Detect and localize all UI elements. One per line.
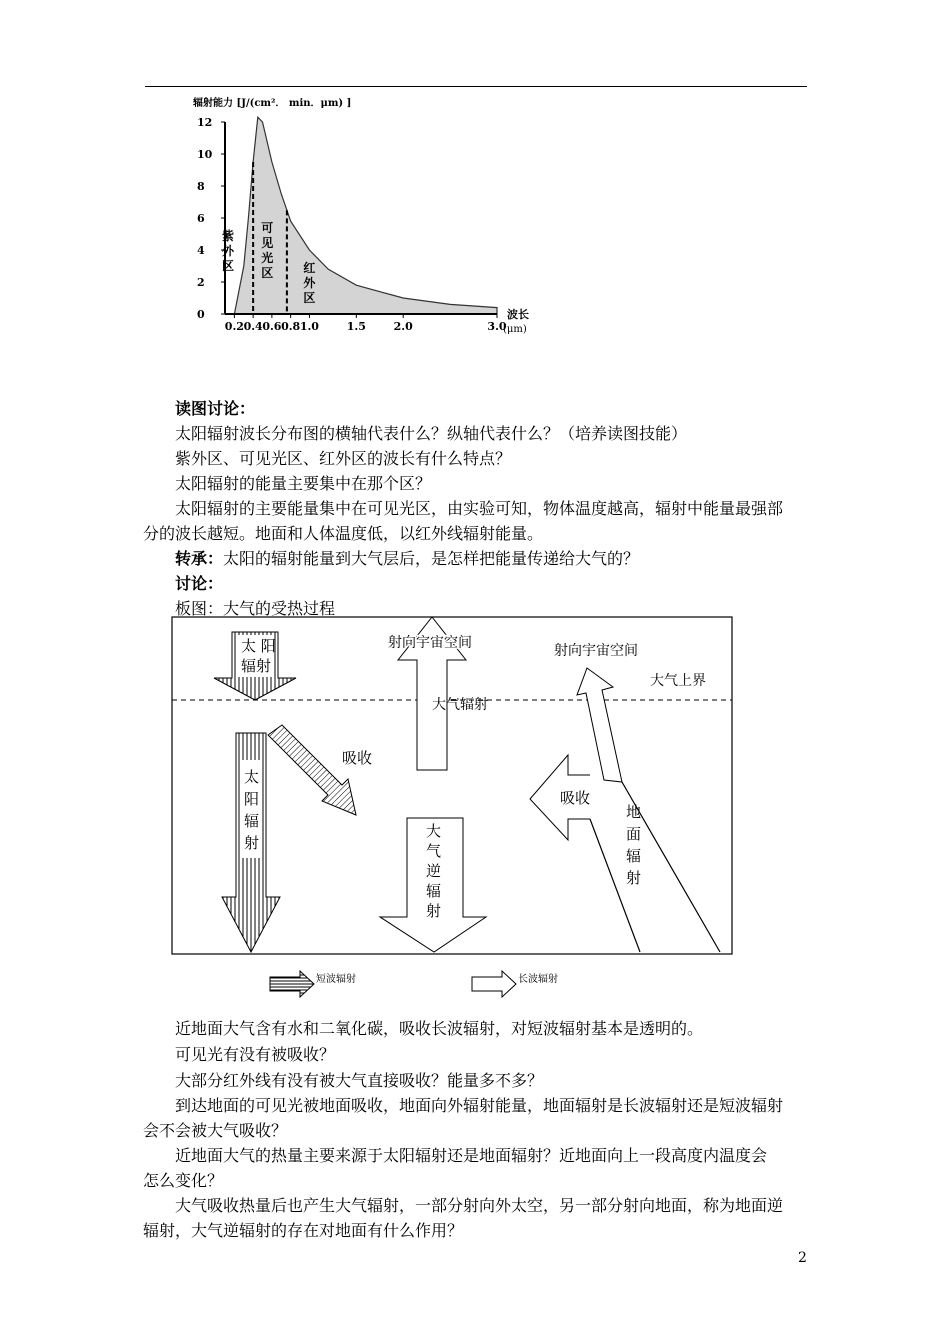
chart-ylabel: 辐射能力 [J/(cm²． min．μm) ] — [193, 98, 352, 109]
region-label: 区 — [303, 291, 316, 305]
vertical-label-char: 辐 — [626, 847, 642, 865]
x-tick-label: 1.0 — [299, 320, 319, 333]
vertical-label-char: 阳 — [244, 790, 260, 808]
short-wave-legend-icon — [270, 971, 314, 997]
to-space-label-2: 射向宇宙空间 — [554, 643, 638, 659]
x-tick-label: 3.0 — [487, 320, 507, 333]
vertical-label-char: 大 — [426, 822, 442, 840]
atm-radiation-label: 大气辐射 — [432, 697, 488, 713]
legend-short-wave — [268, 968, 378, 998]
y-tick-label: 4 — [197, 244, 205, 257]
x-tick-label: 2.0 — [393, 320, 413, 333]
x-tick-label: 1.5 — [346, 320, 366, 333]
transition-text: 太阳的辐射能量到大气层后，是怎样把能量传递给大气的？ — [223, 549, 640, 568]
region-label: 区 — [261, 266, 274, 280]
question-1: 太阳辐射波长分布图的横轴代表什么？纵轴代表什么？（培养读图技能） — [175, 424, 688, 443]
y-tick-label: 10 — [197, 148, 213, 161]
y-tick-label: 2 — [197, 276, 205, 289]
vertical-label-char: 辐 — [426, 882, 442, 900]
vertical-label-char: 射 — [626, 869, 642, 887]
heating-process-diagram — [170, 615, 740, 960]
y-tick-label: 12 — [197, 116, 213, 129]
question-5: 大部分红外线有没有被大气直接吸收？能量多不多？ — [175, 1071, 544, 1090]
absorb-label-2: 吸收 — [560, 789, 591, 807]
page-number: 2 — [798, 1250, 807, 1266]
para5-line1: 大气吸收热量后也产生大气辐射，一部分射向外太空，另一部分射向地面，称为地面逆 — [175, 1196, 784, 1215]
absorb-label-1: 吸收 — [342, 749, 373, 767]
region-label: 可 — [261, 221, 274, 235]
para4-line2: 怎么变化？ — [143, 1171, 224, 1190]
region-label: 红 — [303, 261, 316, 275]
legend-long-label: 长波辐射 — [518, 974, 558, 985]
vertical-label-char: 射 — [426, 902, 442, 920]
para5-line2: 辐射，大气逆辐射的存在对地面有什么作用？ — [143, 1221, 464, 1240]
question-3: 太阳辐射的能量主要集中在那个区？ — [175, 474, 432, 493]
question-2: 紫外区、可见光区、红外区的波长有什么特点？ — [175, 449, 512, 468]
para1-line2: 分的波长越短。地面和人体温度低，以红外线辐射能量。 — [143, 524, 544, 543]
x-tick-label: 0.2 — [224, 320, 244, 333]
vertical-label-char: 气 — [426, 842, 442, 860]
para1-line1: 太阳辐射的主要能量集中在可见光区，由实验可知，物体温度越高，辐射中能量最强部 — [175, 499, 784, 518]
to-space-label-1: 射向宇宙空间 — [388, 635, 472, 651]
header-rule — [145, 86, 807, 87]
transition-label: 转承： — [175, 549, 224, 568]
para3-line2: 会不会被大气吸收？ — [143, 1121, 288, 1140]
transition-line — [175, 546, 840, 571]
board-title: 板图：大气的受热过程 — [175, 599, 336, 618]
vertical-label-char: 面 — [626, 825, 642, 843]
x-tick-label: 0.8 — [281, 320, 301, 333]
spectrum-area — [234, 117, 497, 314]
region-label: 紫 — [221, 229, 235, 243]
region-label: 外 — [303, 276, 316, 290]
vertical-label-char: 射 — [244, 834, 260, 852]
chart-xunit: (μm) — [503, 324, 527, 335]
vertical-label-char: 太 — [244, 768, 260, 786]
ground-radiation-band — [590, 782, 720, 952]
para3-line1: 到达地面的可见光被地面吸收，地面向外辐射能量，地面辐射是长波辐射还是短波辐射 — [175, 1096, 784, 1115]
ground-radiation-up-arrow — [577, 668, 622, 782]
absorbed-solar-arrow — [268, 725, 356, 815]
x-tick-label: 0.4 — [243, 320, 263, 333]
solar-top-text-2: 辐射 — [241, 657, 272, 675]
discuss-label: 讨论： — [175, 574, 224, 593]
atm-upper-label: 大气上界 — [650, 673, 706, 689]
chart-xlabel: 波长 — [507, 308, 529, 321]
para2: 近地面大气含有水和二氧化碳，吸收长波辐射，对短波辐射基本是透明的。 — [175, 1019, 704, 1038]
y-tick-label: 8 — [197, 180, 205, 193]
heading-discuss: 读图讨论： — [175, 399, 256, 418]
legend-long-wave — [470, 968, 580, 998]
vertical-label-char: 地 — [626, 803, 642, 821]
region-label: 见 — [261, 236, 274, 250]
x-tick-label: 0.6 — [262, 320, 282, 333]
region-label: 区 — [221, 259, 235, 273]
solar-top-text-1: 太 阳 — [241, 637, 276, 655]
legend-short-label: 短波辐射 — [316, 974, 356, 985]
vertical-label-char: 逆 — [426, 862, 442, 880]
solar-spectrum-chart — [185, 92, 565, 340]
long-wave-legend-icon — [472, 971, 516, 997]
question-4: 可见光有没有被吸收？ — [175, 1045, 336, 1064]
y-tick-label: 6 — [197, 212, 205, 225]
y-tick-label: 0 — [197, 308, 205, 321]
region-label: 光 — [261, 251, 274, 265]
region-label: 外 — [221, 244, 235, 258]
para4-line1: 近地面大气的热量主要来源于太阳辐射还是地面辐射？近地面向上一段高度内温度会 — [175, 1146, 768, 1165]
vertical-label-char: 辐 — [244, 812, 260, 830]
